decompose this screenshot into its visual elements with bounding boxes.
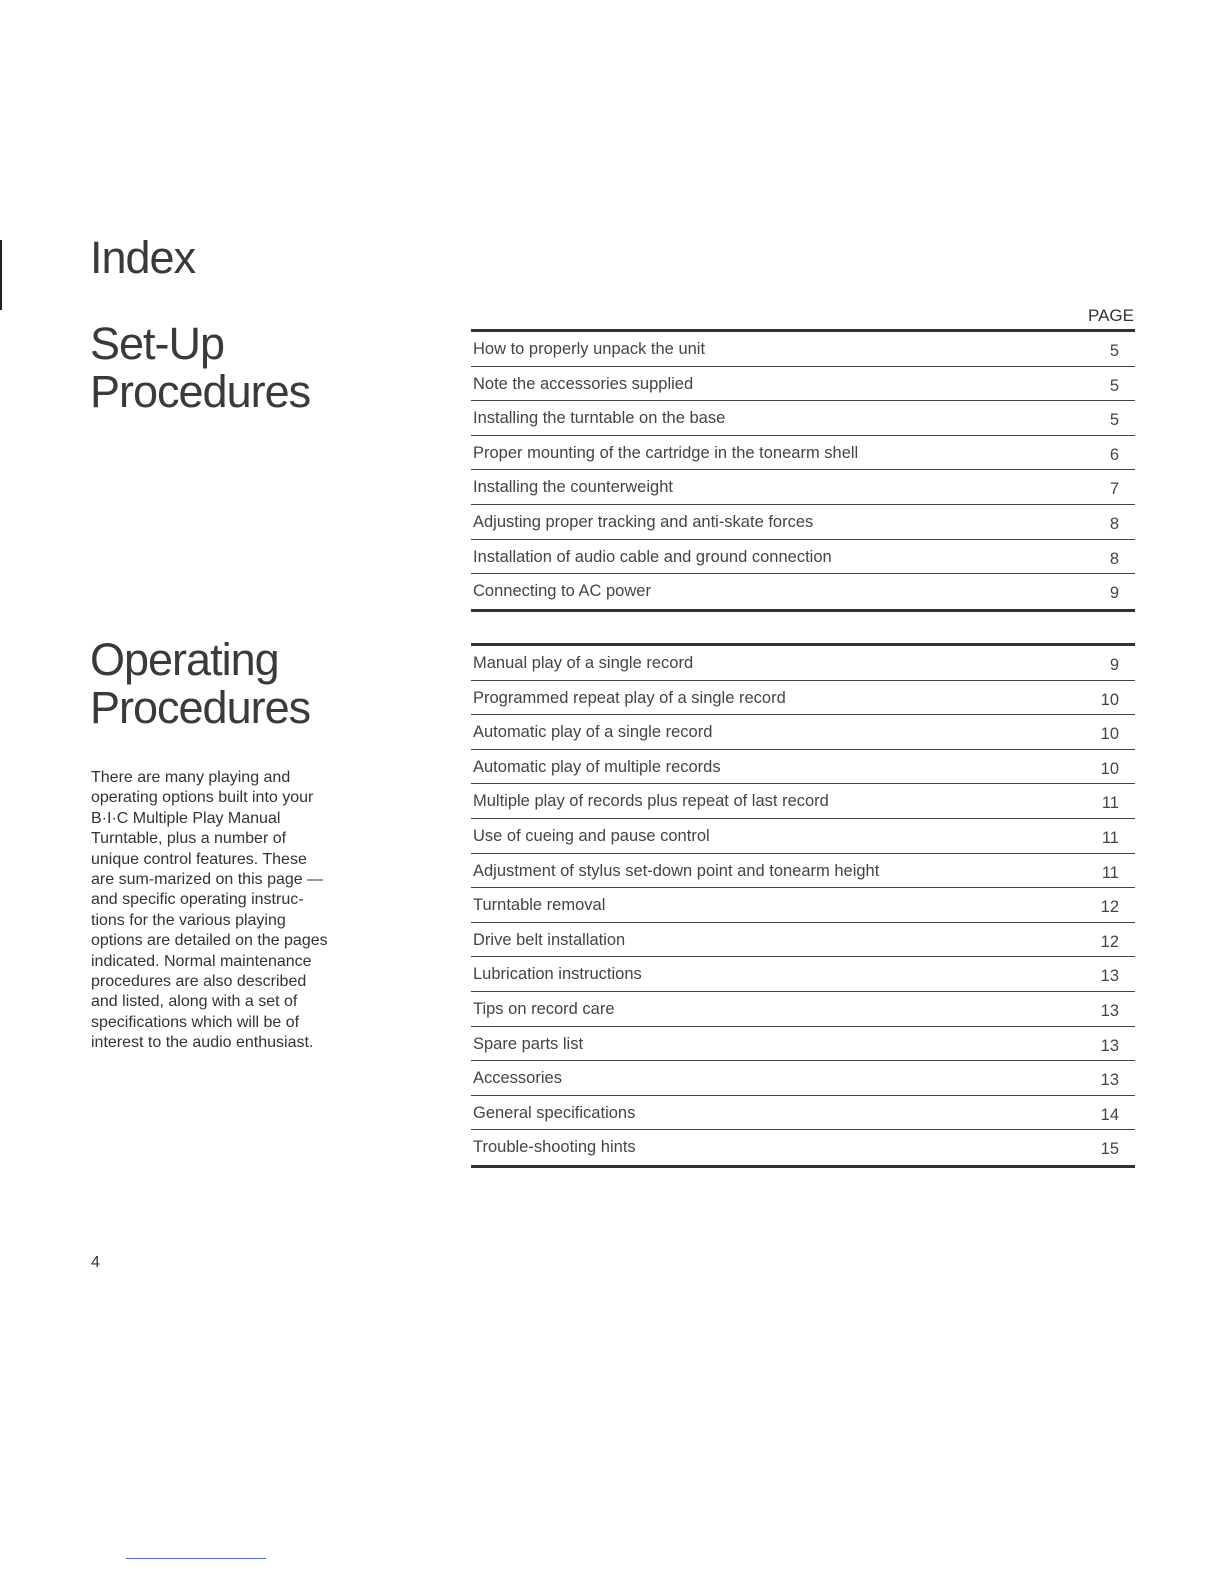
footer-line: [126, 1558, 266, 1559]
toc-row: [471, 646, 1135, 681]
toc-entry-title: Manual play of a single record: [473, 654, 694, 672]
toc-entry-title: Installing the counterweight: [473, 478, 673, 497]
toc-entry-title: Programmed repeat play of a single record: [473, 688, 786, 707]
operating-heading-line1: Operating: [90, 634, 279, 685]
setup-toc: [471, 329, 1135, 612]
toc-entry-title: Drive belt installation: [473, 930, 626, 949]
operating-section-heading: [90, 636, 310, 732]
index-heading: Index: [90, 232, 196, 283]
toc-entry-title: Installation of audio cable and ground connection: [473, 547, 832, 566]
toc-entry-title: Proper mounting of the cartridge in the tonearm shell: [473, 443, 859, 462]
toc-row: [471, 784, 1135, 819]
setup-section-heading: [90, 320, 310, 416]
toc-row: [471, 992, 1135, 1027]
toc-row: [471, 332, 1135, 367]
toc-row: [471, 436, 1135, 471]
toc-entry-title: Automatic play of a single record: [473, 723, 713, 742]
toc-entry-title: Adjustment of stylus set-down point and tonearm height: [473, 861, 880, 880]
toc-entry-page: 5: [1109, 376, 1119, 395]
toc-entry-title: Note the accessories supplied: [473, 374, 694, 393]
toc-entry-page: 8: [1109, 514, 1119, 533]
toc-entry-title: Adjusting proper tracking and anti-skate forces: [473, 512, 814, 531]
toc-entry-page: 11: [1101, 794, 1119, 813]
toc-row: [471, 540, 1135, 575]
toc-entry-page: 7: [1109, 480, 1119, 499]
toc-entry-page: 12: [1100, 898, 1119, 917]
toc-row: [471, 470, 1135, 505]
intro-paragraph: There are many playing and operating options built into your B·I·C Multiple Play Manual Turntable, plus a number of unique control features. These are sum-marized on this page — and specific operating instruc-tions for the various playing options are detailed on the pages indicated. Normal maintenance procedures are also described and listed, along with a set of specifications which will be of interest to the audio enthusiast.: [91, 769, 328, 1052]
toc-entry-page: 9: [1109, 656, 1119, 674]
operating-toc: [471, 643, 1135, 1168]
toc-entry-title: Spare parts list: [473, 1034, 584, 1053]
toc-entry-page: 11: [1101, 828, 1119, 847]
toc-entry-page: 13: [1100, 1036, 1119, 1055]
toc-entry-page: 13: [1100, 967, 1119, 986]
toc-row: [471, 957, 1135, 992]
toc-row: [471, 715, 1135, 750]
operating-heading-line2: Procedures: [90, 682, 311, 733]
toc-row: [471, 367, 1135, 402]
binding-mark: [0, 240, 2, 310]
toc-entry-title: Tips on record care: [473, 999, 615, 1018]
page-column-header: PAGE: [1088, 306, 1134, 325]
toc-entry-page: 5: [1109, 342, 1119, 360]
toc-entry-page: 9: [1109, 584, 1119, 603]
toc-entry-title: Installing the turntable on the base: [473, 409, 726, 428]
page-number: 4: [91, 1254, 100, 1271]
toc-rule: [471, 609, 1135, 612]
toc-entry-page: 10: [1100, 725, 1119, 744]
toc-entry-title: General specifications: [473, 1103, 636, 1122]
toc-entry-title: Lubrication instructions: [473, 965, 642, 984]
toc-entry-title: Trouble-shooting hints: [473, 1138, 636, 1157]
toc-row: [471, 923, 1135, 958]
toc-entry-title: Multiple play of records plus repeat of last record: [473, 792, 829, 811]
toc-row: [471, 854, 1135, 889]
toc-row: [471, 819, 1135, 854]
toc-row: [471, 1061, 1135, 1096]
toc-rule: [471, 1165, 1135, 1168]
toc-row: [471, 574, 1135, 609]
toc-entry-title: Connecting to AC power: [473, 582, 651, 601]
toc-row: [471, 401, 1135, 436]
toc-row: [471, 1096, 1135, 1131]
toc-entry-page: 5: [1109, 411, 1119, 430]
toc-entry-page: 15: [1100, 1140, 1119, 1159]
toc-entry-title: Use of cueing and pause control: [473, 826, 710, 845]
toc-entry-page: 11: [1101, 863, 1119, 882]
toc-entry-title: Automatic play of multiple records: [473, 757, 721, 776]
setup-heading-line2: Procedures: [90, 366, 311, 417]
toc-entry-page: 12: [1100, 932, 1119, 951]
toc-row: [471, 750, 1135, 785]
toc-entry-page: 10: [1100, 759, 1119, 778]
toc-row: [471, 888, 1135, 923]
toc-entry-title: How to properly unpack the unit: [473, 340, 706, 358]
toc-entry-page: 13: [1100, 1071, 1119, 1090]
toc-row: [471, 505, 1135, 540]
toc-entry-page: 10: [1100, 690, 1119, 709]
toc-row: [471, 681, 1135, 716]
toc-entry-page: 13: [1100, 1001, 1119, 1020]
toc-entry-page: 8: [1109, 549, 1119, 568]
toc-entry-page: 14: [1100, 1105, 1119, 1124]
toc-row: [471, 1130, 1135, 1165]
toc-entry-title: Turntable removal: [473, 896, 606, 915]
setup-heading-line1: Set-Up: [90, 318, 225, 369]
toc-row: [471, 1027, 1135, 1062]
toc-entry-title: Accessories: [473, 1069, 562, 1088]
toc-entry-page: 6: [1109, 445, 1119, 464]
